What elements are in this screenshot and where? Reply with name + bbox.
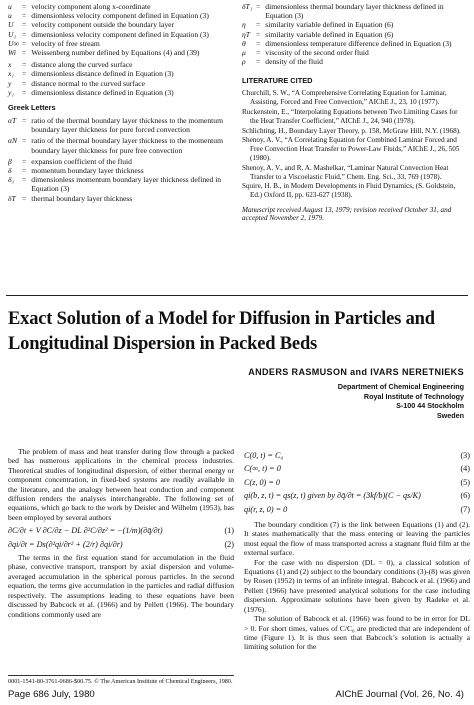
journal-folio: AIChE Journal (Vol. 26, No. 4) [335, 689, 464, 700]
definition: velocity component along x-coordinate [31, 2, 151, 11]
equation-number: (5) [460, 477, 470, 487]
definition: distance along the curved surface [31, 60, 133, 70]
nomenclature-item: ηT = similarity variable defined in Equation (6) [242, 30, 468, 39]
equation-number: (1) [224, 526, 234, 536]
nomenclature-item: U∞ = velocity of free stream [8, 39, 234, 48]
nomenclature-item: θ = dimensionless temperature difference defined in Equation (3) [242, 39, 468, 48]
definition: velocity of free stream [31, 38, 100, 48]
paragraph: The terms in the first equation stand for accumulation in the fluid phase, convective transport, transport by axial dispersion and volume-averaged accumulation in the spherical porous particles. In the second equation, the terms give accumulation in the particles and radial diffusion respectively. The assumptions leading to these equations have been discussed by Babcock et al. (1966) and by Pellett (1966). The boundary conditions commonly used are [8, 553, 234, 619]
symbol: y₁ [8, 87, 15, 97]
affiliation-line: S-100 44 Stockholm [396, 401, 464, 411]
reference-item: Churchill, S. W., “A Comprehensive Correlating Equation for Laminar, Assisting, Forced and Free Convection,” AIChE J., 23, 10 (1977). [242, 89, 447, 107]
nomenclature-item: μ = viscosity of the second order fluid [242, 48, 468, 57]
affiliation-line: Sweden [436, 410, 464, 420]
symbol: U∞ [8, 38, 19, 48]
symbol: ρ [242, 57, 246, 67]
equation-number: (2) [224, 539, 234, 549]
definition: dimensionless thermal boundary layer thickness defined in Equation (3) [265, 2, 444, 21]
symbol: η [242, 20, 246, 30]
definition: thermal boundary layer thickness [31, 193, 133, 203]
nomenclature-item: y = distance normal to the curved surface [8, 79, 234, 88]
nomenclature-item: αT = ratio of the thermal boundary layer thickness to the momentum boundary layer thickness for pure forced convection [8, 116, 234, 134]
definition: similarity variable defined in Equation (6) [265, 20, 394, 30]
symbol: μ [242, 48, 246, 58]
reference-item: Shenoy, A. V., and R. A. Mashelkar, “Laminar Natural Convection Heat Transfer to a Viscoelastic Fluid,” Chem. Eng. Sci., 33, 769 (1978). [242, 163, 449, 181]
definition: ratio of the thermal boundary layer thickness to the momentum boundary layer thickness for pure free convection [31, 136, 223, 155]
symbol: δT₁ [242, 2, 253, 11]
definition: dimensionless temperature difference defined in Equation (3) [265, 38, 452, 48]
section-divider [6, 295, 468, 296]
nomenclature-item: u = dimensionless velocity component defined in Equation (3) [8, 11, 234, 20]
equation-body: ∂qi/∂t = Ds(∂²qi/∂r² + (2/r) ∂qi/∂r) [8, 539, 123, 549]
paragraph: The boundary condition (7) is the link between Equations (1) and (2). It states mathematically that the mass entering or leaving the particles must equal the flow of mass transported across a stagnant fluid film at the external surface. [244, 520, 470, 558]
equation-number: (3) [460, 451, 470, 460]
equation-2 [8, 540, 234, 549]
symbol: u [8, 11, 12, 21]
equation-number: (4) [460, 464, 470, 474]
paragraph: The solution of Babcock et al. (1966) was found to be in error for DL > 0. For short times, values of C/C₀ are predicted that are independent of time (Figure 1). It is thus seen that Babcock’s solution is actually a limiting solution for the [244, 614, 470, 652]
nomenclature-item: δT = thermal boundary layer thickness [8, 194, 234, 203]
equation-body: C(z, 0) = 0 [244, 477, 281, 487]
reference-list [242, 89, 468, 200]
symbol: Wi [8, 48, 17, 58]
nomenclature-item: η = similarity variable defined in Equation (6) [242, 20, 468, 29]
symbol: x₁ [8, 69, 15, 79]
definition: ratio of the thermal boundary layer thickness to the momentum boundary layer thickness for pure forced convection [31, 116, 223, 135]
nomenclature-item: U₁ = dimensionless velocity component defined in Equation (3) [8, 30, 234, 39]
equation-body: qi(b, z, t) = qs(z, t) given by ∂q̄/∂t = (3kf/b)(C − qs/K) [244, 491, 421, 501]
equation-body: ∂C/∂t + V ∂C/∂z − DL ∂²C/∂z² = −(1/m)(∂q̄/∂t) [8, 526, 163, 536]
page-folio: Page 686 July, 1980 [8, 689, 95, 700]
equation-1 [8, 526, 234, 535]
boundary-condition [244, 464, 470, 473]
symbol: x [8, 60, 12, 70]
equation-body: C(0, t) = C₀ [244, 451, 284, 460]
symbol: αT [8, 116, 17, 126]
definition: density of the fluid [265, 57, 323, 67]
symbol: θ [242, 38, 246, 48]
symbol: αN [8, 136, 18, 146]
symbol: U₁ [8, 29, 17, 39]
nomenclature-item: δT₁ = dimensionless thermal boundary layer thickness defined in Equation (3) [242, 2, 468, 20]
boundary-condition [244, 478, 470, 487]
equation-body: C(∞, t) = 0 [244, 464, 281, 474]
nomenclature-item: ρ = density of the fluid [242, 57, 468, 66]
symbol: y [8, 78, 12, 88]
body-column-left [8, 447, 234, 619]
symbol: U [8, 20, 14, 30]
definition: Weissenberg number defined by Equations (4) and (39) [31, 48, 200, 58]
definition: expansion coefficient of the fluid [31, 156, 132, 166]
definition: dimensionless momentum boundary layer thickness defined in Equation (3) [31, 175, 222, 194]
article-authors: ANDERS RASMUSON and IVARS NERETNIEKS [248, 367, 464, 377]
definition: dimensionless velocity component defined in Equation (3) [31, 11, 209, 21]
boundary-condition [244, 505, 470, 514]
definition: dimensionless distance defined in Equation (3) [31, 69, 174, 79]
nomenclature-item: β = expansion coefficient of the fluid [8, 157, 234, 166]
reference-item: Shenoy, A. V., “A Correlating Equation for Combined Laminar Forced and Free Convection Heat Transfer to Power-Law Fluids,” AIChE J., 26, 505 (1980). [242, 136, 460, 162]
definition: distance normal to the curved surface [31, 78, 145, 88]
nomenclature-item: δ = momentum boundary layer thickness [8, 166, 234, 175]
definition: similarity variable defined in Equation (6) [265, 29, 394, 39]
nomenclature-item: x = distance along the curved surface [8, 60, 234, 69]
manuscript-note: Manuscript received August 13, 1979; revision received October 31, and accepted November 2, 1979. [242, 205, 452, 223]
equation-body: qi(r, z, 0) = 0 [244, 504, 288, 514]
affiliation-line: Department of Chemical Engineering [337, 382, 464, 391]
paragraph: For the case with no dispersion (DL = 0), a classical solution of Equations (1) and (2) subject to the boundary conditions (3)-(8) was given by Rosen (1952) in terms of an infinite integral. Babcock et al. (1966) and Pellett (1966) have presented analytical solutions for the case including dispersion. Approximate solutions have been given by Radeke et al. (1976). [244, 557, 470, 614]
equation-number: (6) [460, 491, 470, 501]
affiliation-line: Royal Institute of Technology [363, 391, 464, 401]
symbol: β [8, 156, 12, 166]
nomenclature-item: Wi = Weissenberg number defined by Equations (4) and (39) [8, 48, 234, 57]
definition: momentum boundary layer thickness [31, 166, 144, 176]
symbol: δT [8, 193, 16, 203]
reference-item: Ruckenstein, E., “Interpolating Equations between Two Limiting Cases for the Heat Transfer Coefficient,” AIChE J., 24, 940 (1978). [242, 108, 458, 125]
article-title: Exact Solution of a Model for Diffusion in Particles and Longitudinal Dispersion in Packed Beds [8, 309, 435, 354]
author-affiliation [338, 382, 464, 420]
symbol: δ₁ [8, 175, 15, 185]
nomenclature-right [242, 2, 468, 223]
reference-item: Schlichting, H., Boundary Layer Theory, p. 158, McGraw Hill, N.Y. (1968). [242, 126, 461, 135]
reference-item: Squire, H. B., in Modern Developments in Fluid Dynamics, (S. Goldstein, Ed.) Oxford II, pp. 623-627 (1938). [242, 182, 456, 200]
definition: viscosity of the second order fluid [265, 48, 369, 58]
definition: dimensionless distance defined in Equation (3) [31, 87, 174, 97]
boundary-condition [244, 491, 470, 500]
symbol: δ [8, 166, 12, 176]
nomenclature-item: U = velocity component outside the boundary layer [8, 20, 234, 29]
nomenclature-left [8, 2, 234, 203]
equation-number: (7) [460, 504, 470, 514]
literature-cited-heading: LITERATURE CITED [242, 76, 313, 86]
boundary-condition [244, 451, 470, 460]
symbol: ηT [242, 29, 250, 39]
nomenclature-item: x₁ = dimensionless distance defined in Equation (3) [8, 69, 234, 78]
definition: velocity component outside the boundary layer [31, 20, 175, 30]
nomenclature-item: y₁ = dimensionless distance defined in Equation (3) [8, 88, 234, 97]
copyright-footnote: 0001-1541-80-3761-0686-$00.75. © The American Institute of Chemical Engineers, 1980. [8, 675, 234, 685]
nomenclature-item: δ₁ = dimensionless momentum boundary layer thickness defined in Equation (3) [8, 175, 234, 193]
greek-letters-heading: Greek Letters [8, 103, 56, 113]
nomenclature-item: u = velocity component along x-coordinate [8, 2, 234, 11]
nomenclature-item: αN = ratio of the thermal boundary layer thickness to the momentum boundary layer thickness for pure free convection [8, 136, 234, 154]
symbol: u [8, 2, 12, 11]
definition: dimensionless velocity component defined in Equation (3) [31, 29, 209, 39]
paragraph: The problem of mass and heat transfer during flow through a packed bed has numerous applications in the chemical process industries. Theoretical studies of longitudinal dispersion, of either thermal energy or component concentration, in fixed-bed systems are readily available in the literature, and the analogy between heat conduction and component diffusion renders the analyses interchangeable. The following set of equations, which go back to the work by Deisler and Wilhelm (1953), has been employed by several authors [8, 447, 234, 522]
body-column-right [244, 447, 470, 652]
